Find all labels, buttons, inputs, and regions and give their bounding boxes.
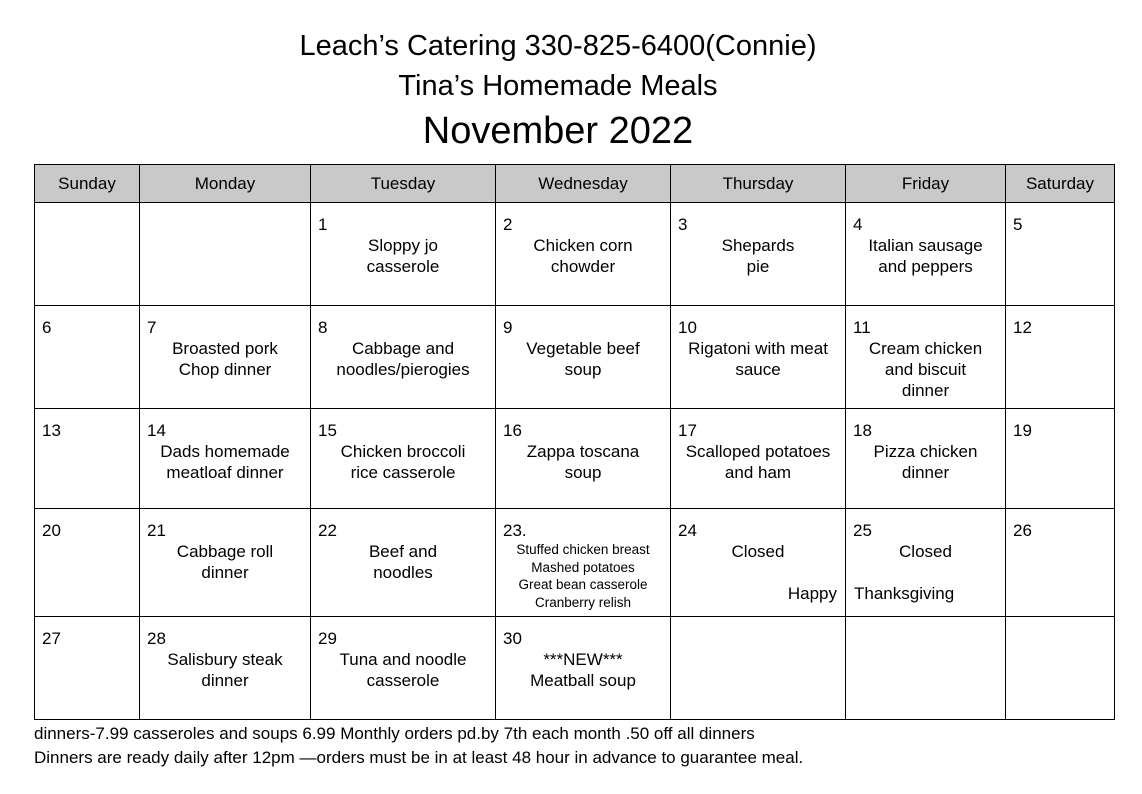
day-cell <box>846 617 1006 720</box>
menu-item: Pizza chicken <box>873 442 978 461</box>
day-number: 1 <box>318 215 328 234</box>
day-cell <box>1006 306 1115 409</box>
weekday-header: Tuesday <box>311 165 496 203</box>
day-number <box>1006 617 1114 628</box>
weekday-header: Wednesday <box>496 165 671 203</box>
day-cell <box>311 203 496 306</box>
day-number: 19 <box>1013 421 1032 440</box>
menu-item: Cabbage roll <box>176 542 274 561</box>
weekday-header-row <box>35 165 1115 203</box>
week-row <box>35 409 1115 509</box>
menu-item: dinner <box>201 563 249 582</box>
day-cell <box>1006 203 1115 306</box>
day-cell <box>35 203 140 306</box>
day-number: 16 <box>503 421 522 440</box>
holiday-note: Thanksgiving <box>854 584 955 603</box>
week-row <box>35 306 1115 409</box>
day-cell <box>311 306 496 409</box>
holiday-note: Happy <box>787 584 837 603</box>
day-cell <box>496 306 671 409</box>
menu-item: noodles/pierogies <box>336 360 470 379</box>
menu-item: Salisbury steak <box>167 650 283 669</box>
day-cell <box>846 203 1006 306</box>
day-number: 23. <box>503 521 527 540</box>
day-cell <box>35 306 140 409</box>
day-cell <box>671 306 846 409</box>
menu-item: Shepards <box>721 236 795 255</box>
weekday-header: Sunday <box>35 165 140 203</box>
day-number: 24 <box>678 521 697 540</box>
menu-item: Dads homemade <box>160 442 290 461</box>
menu-item: chowder <box>550 257 616 276</box>
menu-item: dinner <box>901 463 950 482</box>
menu-item: Closed <box>899 542 952 561</box>
day-cell <box>671 203 846 306</box>
menu-item: rice casserole <box>350 463 456 482</box>
day-cell <box>846 509 1006 617</box>
menu-item: casserole <box>366 257 440 276</box>
menu-item: noodles <box>373 563 433 582</box>
day-number: 26 <box>1013 521 1032 540</box>
menu-item: Tuna and noodle <box>339 650 467 669</box>
week-row <box>35 203 1115 306</box>
day-cell <box>311 617 496 720</box>
day-number: 12 <box>1013 318 1032 337</box>
day-number <box>671 617 845 628</box>
day-number: 11 <box>853 318 871 337</box>
menu-item: dinner <box>201 671 249 690</box>
menu-item: Chop dinner <box>178 360 272 379</box>
menu-item: Zappa toscana <box>526 442 640 461</box>
day-number: 22 <box>318 521 337 540</box>
day-cell <box>1006 509 1115 617</box>
menu-item: and biscuit <box>884 360 967 379</box>
menu-item: Mashed potatoes <box>531 559 635 575</box>
month-title: November 2022 <box>422 110 694 152</box>
day-cell <box>311 509 496 617</box>
day-number: 15 <box>318 421 337 440</box>
day-number: 20 <box>42 521 61 540</box>
menu-item: dinner <box>901 381 950 400</box>
day-cell <box>671 409 846 509</box>
day-number <box>35 203 139 214</box>
menu-item: sauce <box>735 360 781 379</box>
day-number: 29 <box>318 629 337 648</box>
day-number <box>846 617 1005 628</box>
menu-item: Cranberry relish <box>534 594 632 610</box>
day-number: 8 <box>318 318 328 337</box>
day-cell <box>1006 409 1115 509</box>
menu-item: Meatball soup <box>530 671 636 690</box>
menu-item: Cream chicken <box>868 339 983 358</box>
day-cell <box>140 409 311 509</box>
week-row <box>35 509 1115 617</box>
menu-item: and ham <box>724 463 792 482</box>
weekday-header: Monday <box>140 165 311 203</box>
day-number: 4 <box>853 215 863 234</box>
day-cell <box>671 617 846 720</box>
day-cell <box>671 509 846 617</box>
day-cell <box>496 509 671 617</box>
day-number: 7 <box>147 318 157 337</box>
menu-item: Sloppy jo <box>368 236 438 255</box>
day-number: 25 <box>853 521 872 540</box>
menu-item: Great bean casserole <box>518 577 648 592</box>
day-number: 6 <box>42 318 52 337</box>
menu-item: Beef and <box>368 542 438 561</box>
menu-item: soup <box>564 463 602 482</box>
day-cell <box>35 509 140 617</box>
day-cell <box>140 306 311 409</box>
day-cell <box>311 409 496 509</box>
day-number: 21 <box>147 521 166 540</box>
day-cell <box>140 617 311 720</box>
calendar-table <box>34 164 1115 720</box>
menu-item: Broasted pork <box>172 339 278 358</box>
day-number: 17 <box>678 421 697 440</box>
menu-item: Scalloped potatoes <box>685 442 831 461</box>
day-number: 28 <box>147 629 166 648</box>
menu-item: casserole <box>366 671 440 690</box>
day-number: 13 <box>42 421 61 440</box>
menu-item: ***NEW*** <box>543 650 623 669</box>
weekday-header: Thursday <box>671 165 846 203</box>
day-number: 10 <box>678 318 697 337</box>
menu-item: Stuffed chicken breast <box>516 542 650 557</box>
day-number: 3 <box>678 215 688 234</box>
day-cell <box>496 617 671 720</box>
day-number: 14 <box>147 421 166 440</box>
menu-item: Italian sausage <box>868 236 983 255</box>
menu-item: Cabbage and <box>351 339 455 358</box>
menu-item: meatloaf dinner <box>166 463 284 482</box>
caterer-title: Leach’s Catering 330-825-6400(Connie) <box>299 30 817 62</box>
weekday-header: Saturday <box>1006 165 1115 203</box>
menu-item: Chicken corn <box>533 236 633 255</box>
day-cell <box>846 409 1006 509</box>
week-row <box>35 617 1115 720</box>
menu-item: Vegetable beef <box>526 339 640 358</box>
day-number <box>140 203 310 214</box>
day-cell <box>35 409 140 509</box>
menu-item: Closed <box>731 542 785 561</box>
day-cell <box>35 617 140 720</box>
menu-item: and peppers <box>878 257 973 276</box>
menu-item: soup <box>564 360 602 379</box>
ordering-note: Dinners are ready daily after 12pm —orders must be in at least 48 hour in advance to guarantee meal. <box>34 748 804 767</box>
day-cell <box>496 409 671 509</box>
day-cell <box>496 203 671 306</box>
meals-subtitle: Tina’s Homemade Meals <box>398 70 718 102</box>
menu-item: Chicken broccoli <box>340 442 466 461</box>
day-cell <box>140 509 311 617</box>
day-cell <box>846 306 1006 409</box>
day-number: 9 <box>503 318 513 337</box>
menu-item: pie <box>746 257 770 276</box>
day-number: 30 <box>503 629 522 648</box>
menu-item: Rigatoni with meat <box>688 339 828 358</box>
weekday-header: Friday <box>846 165 1006 203</box>
pricing-note: dinners-7.99 casseroles and soups 6.99 Monthly orders pd.by 7th each month .50 off all dinners <box>34 724 755 743</box>
day-number: 27 <box>42 629 61 648</box>
day-number: 18 <box>853 421 872 440</box>
day-number: 2 <box>503 215 513 234</box>
day-number: 5 <box>1013 215 1023 234</box>
day-cell <box>140 203 311 306</box>
day-cell <box>1006 617 1115 720</box>
